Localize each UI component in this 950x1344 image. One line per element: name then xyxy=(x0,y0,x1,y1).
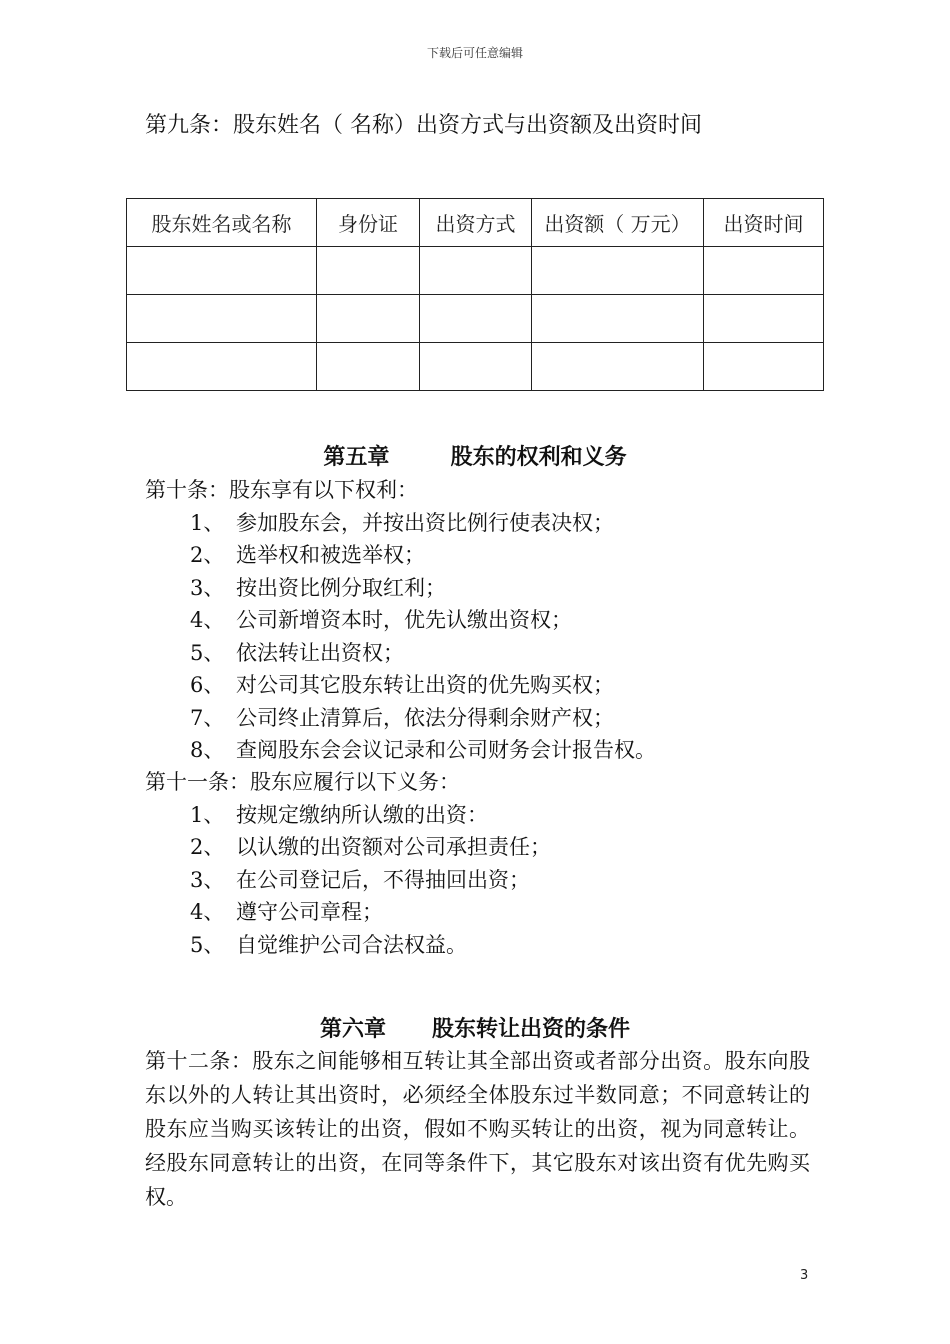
list-item xyxy=(190,898,383,926)
table-header-cell: 身份证 xyxy=(317,199,420,247)
list-item-text: 遵守公司章程； xyxy=(236,900,383,924)
header-note: 下载后可任意编辑 xyxy=(426,46,523,60)
list-item-text: 公司终止清算后，依法分得剩余财产权； xyxy=(236,706,614,730)
list-item xyxy=(190,541,425,569)
list-item-text: 查阅股东会会议记录和公司财务会计报告权。 xyxy=(236,738,656,762)
list-item xyxy=(190,606,572,634)
list-item-number: 4、 xyxy=(190,900,225,924)
article-12-paragraph: 第十二条：股东之间能够相互转让其全部出资或者部分出资。股东向股东以外的人转让其出资时，必须经全体股东过半数同意；不同意转让的股东应当购买该转让的出资，假如不购买转让的出资，视为同意转让。经股东同意转让的出资，在同等条件下，其它股东对该出资有优先购买权。 xyxy=(145,1049,810,1209)
table-cell xyxy=(532,247,704,295)
list-item xyxy=(190,509,614,537)
table-cell xyxy=(420,295,532,343)
list-item xyxy=(190,866,530,894)
list-item-text: 参加股东会，并按出资比例行使表决权； xyxy=(236,511,614,535)
table-cell xyxy=(532,295,704,343)
list-item-number: 1、 xyxy=(190,803,225,827)
table-cell xyxy=(317,247,420,295)
table-header-cell: 出资方式 xyxy=(420,199,532,247)
table-cell xyxy=(420,247,532,295)
page-number: 3 xyxy=(800,1268,809,1283)
list-item-text: 选举权和被选举权； xyxy=(236,543,425,567)
list-item xyxy=(190,639,404,667)
list-item-number: 7、 xyxy=(190,706,225,730)
table-header-cell: 出资额（ 万元） xyxy=(532,199,704,247)
chapter-5-heading: 第五章 股东的权利和义务 xyxy=(323,445,627,470)
table-cell xyxy=(127,247,317,295)
article-10-title: 第十条：股东享有以下权利： xyxy=(145,478,418,502)
list-item xyxy=(190,833,551,861)
list-item-number: 5、 xyxy=(190,933,225,957)
table-cell xyxy=(317,295,420,343)
list-item-number: 1、 xyxy=(190,511,225,535)
chapter-6-heading: 第六章 股东转让出资的条件 xyxy=(320,1017,630,1042)
list-item-number: 5、 xyxy=(190,641,225,665)
list-item-text: 以认缴的出资额对公司承担责任； xyxy=(236,835,551,859)
list-item xyxy=(190,801,488,829)
table-row xyxy=(127,295,824,343)
table-cell xyxy=(704,247,824,295)
list-item xyxy=(190,704,614,732)
list-item xyxy=(190,671,614,699)
table-row xyxy=(127,343,824,391)
table-cell xyxy=(704,343,824,391)
article-11-title: 第十一条：股东应履行以下义务： xyxy=(145,770,460,794)
table-cell xyxy=(532,343,704,391)
list-item-number: 8、 xyxy=(190,738,225,762)
shareholder-table xyxy=(126,198,824,391)
table-header-row xyxy=(127,199,824,247)
list-item xyxy=(190,574,446,602)
list-item-number: 2、 xyxy=(190,543,225,567)
list-item xyxy=(190,931,467,959)
article-9-title: 第九条：股东姓名（ 名称）出资方式与出资额及出资时间 xyxy=(145,113,702,138)
table-header-cell: 出资时间 xyxy=(704,199,824,247)
list-item-number: 3、 xyxy=(190,868,225,892)
list-item-number: 6、 xyxy=(190,673,225,697)
table-cell xyxy=(704,295,824,343)
list-item-text: 按出资比例分取红利； xyxy=(236,576,446,600)
list-item-number: 4、 xyxy=(190,608,225,632)
list-item-text: 公司新增资本时，优先认缴出资权； xyxy=(236,608,572,632)
table-cell xyxy=(420,343,532,391)
list-item-text: 对公司其它股东转让出资的优先购买权； xyxy=(236,673,614,697)
table-header-cell: 股东姓名或名称 xyxy=(127,199,317,247)
table-cell xyxy=(317,343,420,391)
list-item-number: 2、 xyxy=(190,835,225,859)
list-item-text: 在公司登记后，不得抽回出资； xyxy=(236,868,530,892)
table-cell xyxy=(127,343,317,391)
list-item-number: 3、 xyxy=(190,576,225,600)
table-row xyxy=(127,247,824,295)
list-item-text: 自觉维护公司合法权益。 xyxy=(236,933,467,957)
list-item-text: 依法转让出资权； xyxy=(236,641,404,665)
table-cell xyxy=(127,295,317,343)
list-item-text: 按规定缴纳所认缴的出资： xyxy=(236,803,488,827)
list-item xyxy=(190,736,656,764)
